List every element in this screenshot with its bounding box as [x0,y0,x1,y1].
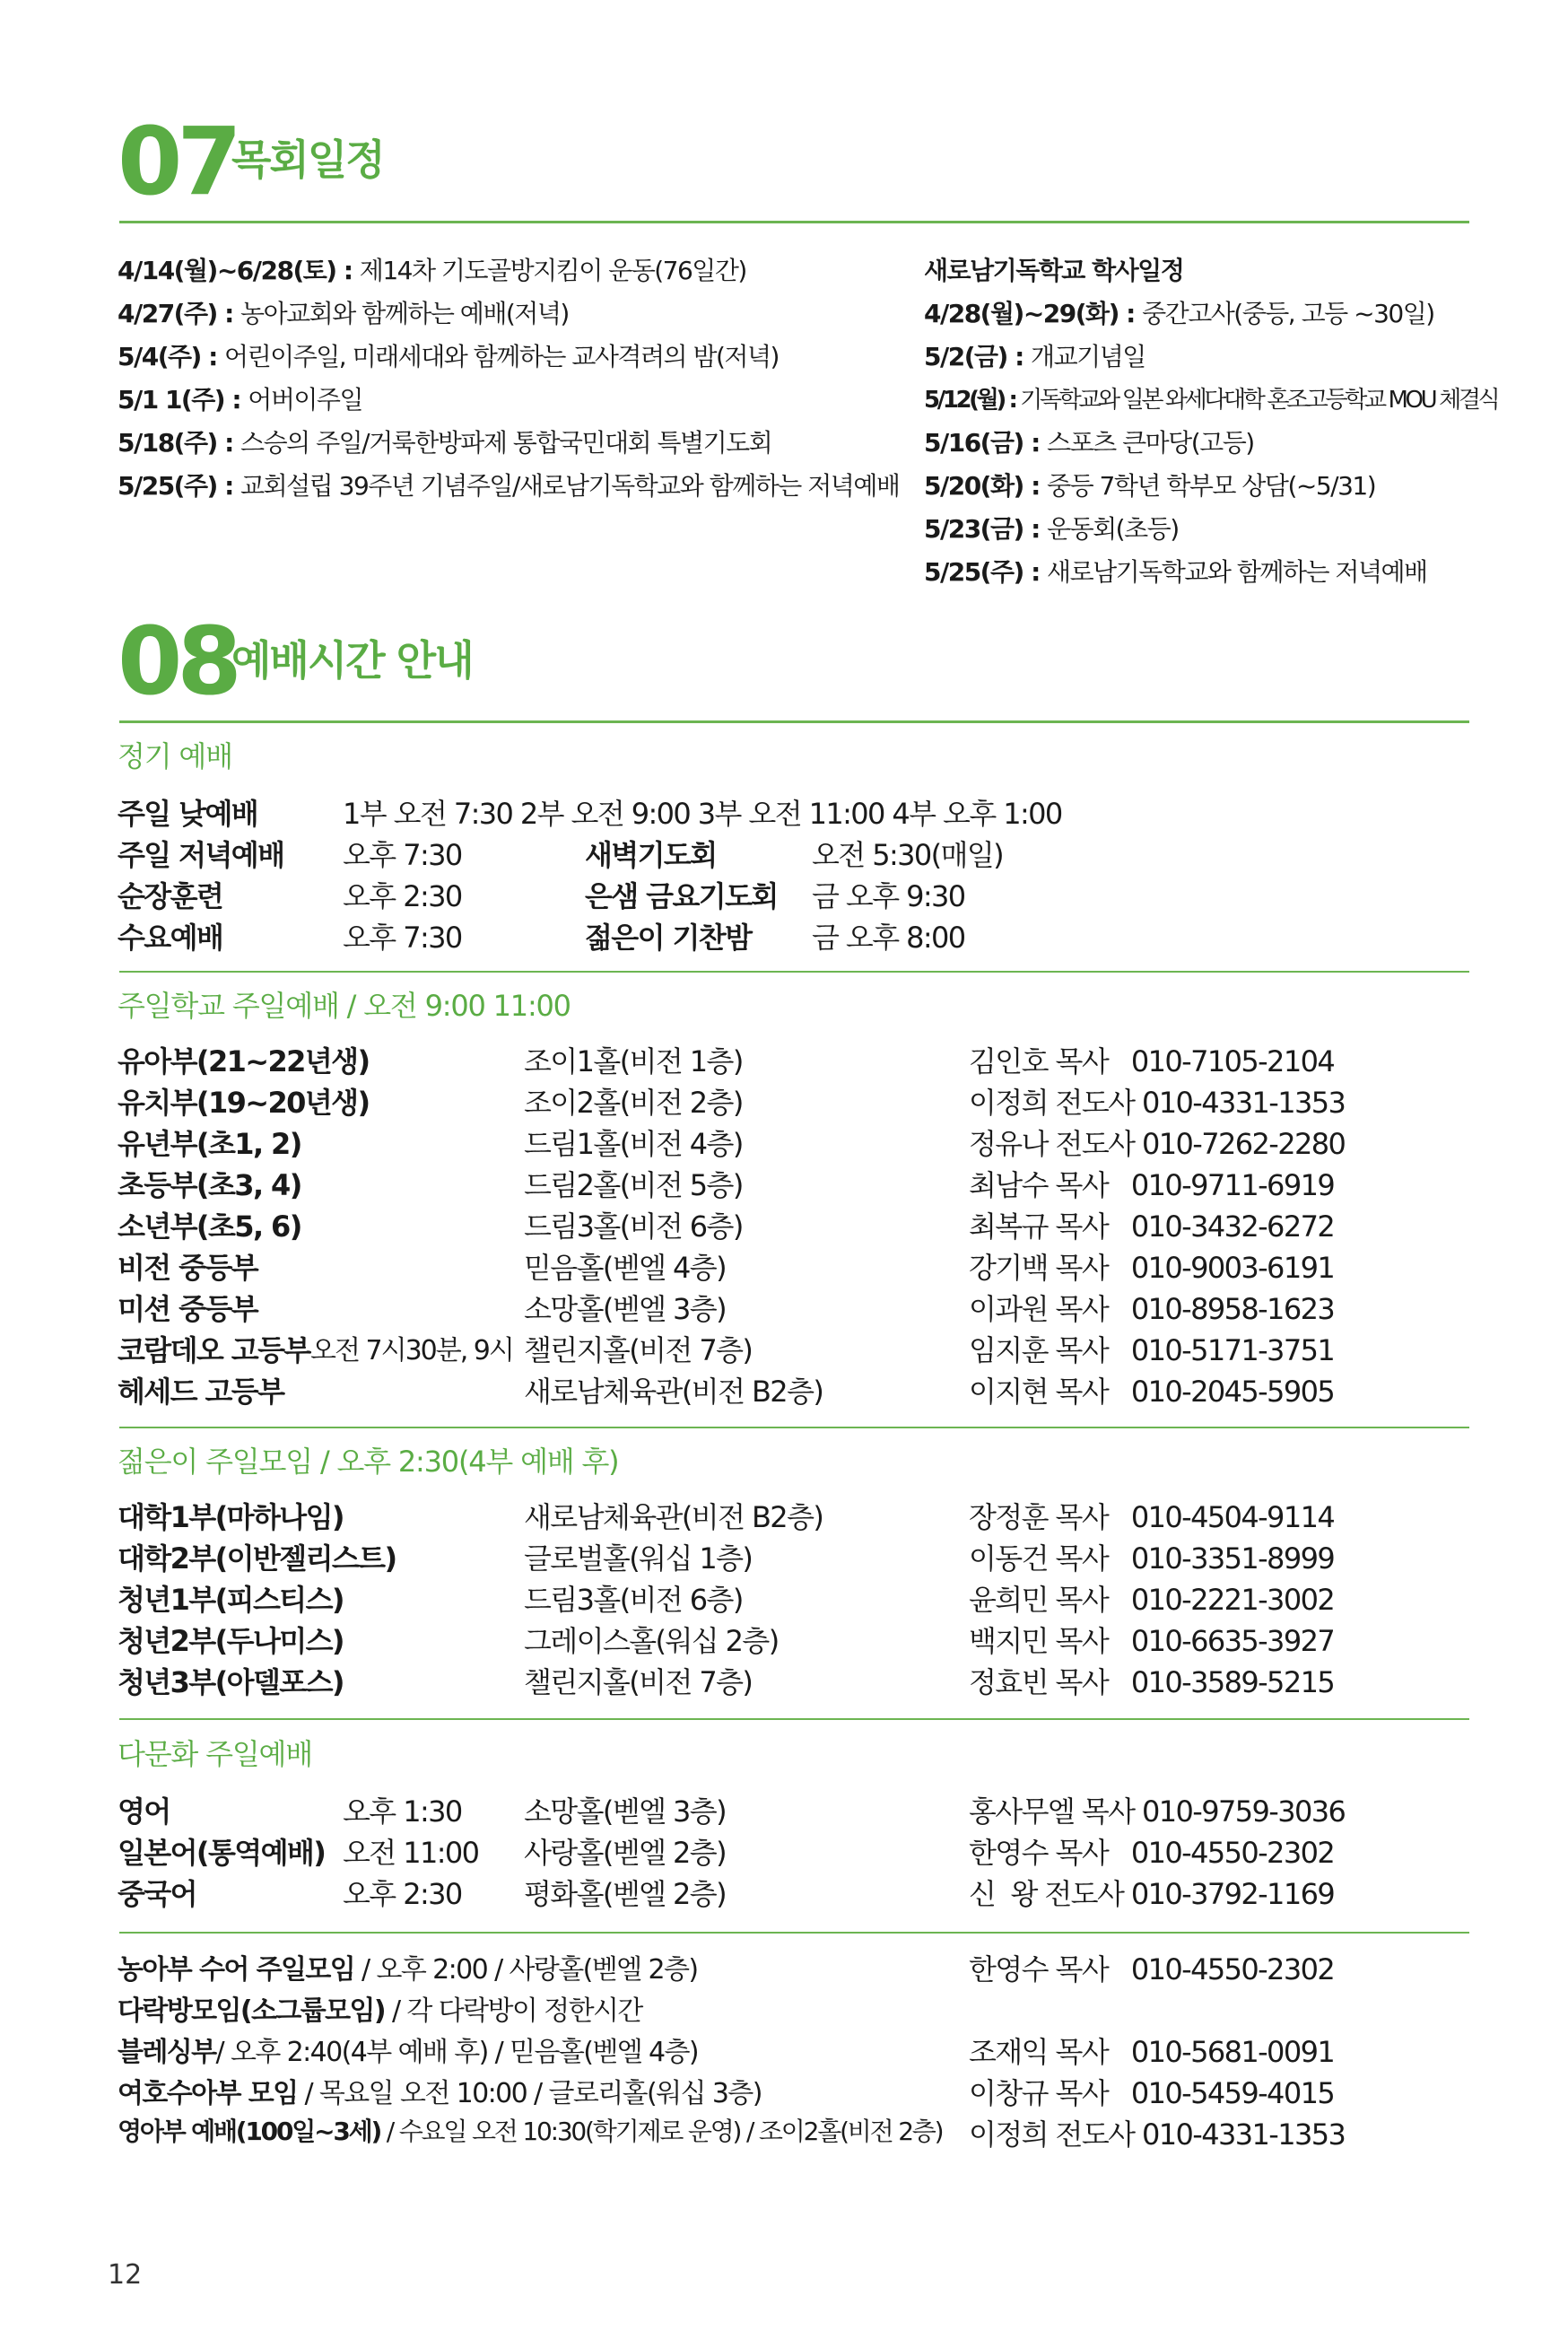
page-number: 12 [108,2259,143,2291]
gathering-info: 영아부 예배(100일~3세) / 수요일 오전 10:30(학기제로 운영) / 조이2홀(비전 2층) [118,2117,943,2146]
table-row [0,1660,1568,1701]
school-schedule-list [924,249,1497,594]
dept-place: 그레이스홀(워십 2층) [524,1624,779,1658]
table-row [0,1536,1568,1577]
multicultural-heading: 다문화 주일예배 [118,1737,312,1771]
dept-name: 유년부(초1, 2) [118,1127,301,1161]
section-07-title: 목회일정 [231,135,384,184]
schedule-item: 5/25(주) : 교회설립 39주년 기념주일/새로남기독학교와 함께하는 저녁예배 [118,471,900,501]
worship-name: 주일 저녁예배 [118,838,284,872]
sunday-school-heading: 주일학교 주일예배 / 오전 9:00 11:00 [118,989,571,1023]
worship-time: 오전 11:00 [343,1836,479,1870]
table-row [0,1204,1568,1245]
gathering-info: 다락방모임(소그룹모임) / 각 다락방이 정한시간 [118,1995,642,2027]
dept-place: 새로남체육관(비전 B2층) [524,1500,823,1534]
worship-name: 수요예배 [118,921,223,955]
table-row [0,1080,1568,1122]
dept-place: 조이2홀(비전 2층) [524,1086,743,1120]
dept-name: 소년부(초5, 6) [118,1209,301,1244]
table-row [0,1163,1568,1204]
dept-name: 미션 중등부 [118,1292,258,1326]
dept-contact: 임지훈 목사 010-5171-3751 [969,1333,1335,1367]
dept-name: 대학2부(이반젤리스트) [118,1541,396,1576]
schedule-item: 5/2(금) : 개교기념일 [924,342,1146,371]
worship-time: 오후 2:30 [343,1877,462,1911]
dept-place: 챌린지홀(비전 7층) [524,1665,753,1699]
dept-place: 소망홀(벧엘 3층) [524,1292,726,1326]
dept-contact: 백지민 목사 010-6635-3927 [969,1624,1335,1658]
worship-time: 오후 1:30 [343,1794,462,1829]
table-row [0,1369,1568,1410]
gathering-contact: 이창규 목사 010-5459-4015 [969,2076,1335,2110]
divider [119,1932,1469,1934]
table-row [0,1287,1568,1328]
gathering-info: 여호수아부 모임 / 목요일 오전 10:00 / 글로리홀(워십 3층) [118,2078,762,2109]
worship-name: 순장훈련 [118,879,223,913]
table-row [0,1245,1568,1287]
dept-name: 청년2부(두나미스) [118,1624,344,1658]
worship-name: 젊은이 기찬밤 [585,921,752,955]
dept-name: 청년1부(피스티스) [118,1583,344,1617]
section-08-title: 예배시간 안내 [231,636,473,685]
divider [119,1427,1469,1428]
table-row [0,2112,1568,2153]
schedule-item: 4/27(주) : 농아교회와 함께하는 예배(저녁) [118,299,569,328]
table-row [0,1495,1568,1536]
section-07-divider [119,221,1469,223]
dept-contact: 홍사무엘 목사 010-9759-3036 [969,1794,1346,1829]
youth-heading: 젊은이 주일모임 / 오후 2:30(4부 예배 후) [118,1445,619,1479]
dept-place: 챌린지홀(비전 7층) [524,1333,753,1367]
dept-place: 드림1홀(비전 4층) [524,1127,743,1161]
schedule-item: 4/14(월)~6/28(토) : 제14차 기도골방지킴이 운동(76일간) [118,256,746,285]
worship-time: 오후 2:30 [343,879,462,913]
dept-contact: 정효빈 목사 010-3589-5215 [969,1665,1335,1699]
worship-name: 은샘 금요기도회 [585,879,778,913]
dept-contact: 신 왕 전도사 010-3792-1169 [969,1877,1335,1911]
section-08-number: 08 [118,607,237,716]
language-name: 중국어 [118,1877,196,1911]
dept-contact: 최남수 목사 010-9711-6919 [969,1168,1335,1202]
table-row [0,833,1568,874]
table-row [0,2030,1568,2071]
schedule-item: 5/25(주) : 새로남기독학교와 함께하는 저녁예배 [924,557,1427,587]
schedule-item: 5/4(주) : 어린이주일, 미래세대와 함께하는 교사격려의 밤(저녁) [118,342,779,371]
schedule-item: 5/1 1(주) : 어버이주일 [118,385,363,415]
worship-time: 금 오후 9:30 [812,879,965,913]
dept-place: 믿음홀(벧엘 4층) [524,1251,726,1285]
table-row [0,1988,1568,2030]
dept-contact: 김인호 목사 010-7105-2104 [969,1044,1335,1078]
worship-time: 오후 7:30 [343,838,462,872]
worship-name: 주일 낮예배 [118,797,258,831]
dept-extra-time: 오전 7시30분, 9시 [310,1335,513,1366]
table-row [0,1122,1568,1163]
dept-name: 대학1부(마하나임) [118,1500,344,1534]
table-row [0,1577,1568,1619]
worship-time: 1부 오전 7:30 2부 오전 9:00 3부 오전 11:00 4부 오후 1:00 [343,797,1062,831]
dept-name: 초등부(초3, 4) [118,1168,301,1202]
table-row [0,1872,1568,1913]
schedule-item: 5/12(월) : 기독학교와 일본 와세다대학 혼조고등학교 MOU 체결식 [924,387,1498,414]
dept-contact: 이지현 목사 010-2045-5905 [969,1375,1335,1409]
section-08-divider [119,720,1469,723]
worship-time: 오전 5:30(매일) [812,838,1004,872]
dept-contact: 이정희 전도사 010-4331-1353 [969,1086,1346,1120]
schedule-item: 5/20(화) : 중등 7학년 학부모 상담(~5/31) [924,471,1376,501]
table-row [0,1328,1568,1369]
dept-name: 코람데오 고등부 [118,1333,310,1367]
table-row [0,874,1568,915]
dept-place: 소망홀(벧엘 3층) [524,1794,726,1829]
dept-place: 글로벌홀(워십 1층) [524,1541,753,1576]
schedule-item: 5/18(주) : 스승의 주일/거룩한방파제 통합국민대회 특별기도회 [118,428,772,458]
dept-place: 사랑홀(벧엘 2층) [524,1836,726,1870]
dept-contact: 윤희민 목사 010-2221-3002 [969,1583,1335,1617]
dept-contact: 이동건 목사 010-3351-8999 [969,1541,1335,1576]
school-schedule-title: 새로남기독학교 학사일정 [924,256,1184,285]
language-name: 영어 [118,1794,170,1829]
dept-name: 유치부(19~20년생) [118,1086,370,1120]
dept-place: 새로남체육관(비전 B2층) [524,1375,823,1409]
section-07-number: 07 [118,107,237,216]
gathering-info: 블레싱부/ 오후 2:40(4부 예배 후) / 믿음홀(벧엘 4층) [118,2037,699,2068]
dept-name: 유아부(21~22년생) [118,1044,370,1078]
dept-name: 비전 중등부 [118,1251,258,1285]
dept-place: 드림3홀(비전 6층) [524,1583,743,1617]
dept-place: 드림3홀(비전 6층) [524,1209,743,1244]
worship-time: 오후 7:30 [343,921,462,955]
language-name: 일본어(통역예배) [118,1836,326,1870]
schedule-item: 4/28(월)~29(화) : 중간고사(중등, 고등 ~30일) [924,299,1434,328]
table-row [0,1619,1568,1660]
dept-contact: 한영수 목사 010-4550-2302 [969,1836,1335,1870]
schedule-item: 5/23(금) : 운동회(초등) [924,514,1179,544]
gathering-contact: 이정희 전도사 010-4331-1353 [969,2117,1346,2152]
church-schedule-list [118,249,899,508]
dept-place: 평화홀(벧엘 2층) [524,1877,726,1911]
divider [119,1718,1469,1720]
dept-contact: 장정훈 목사 010-4504-9114 [969,1500,1335,1534]
table-row [0,1789,1568,1830]
dept-name: 청년3부(아델포스) [118,1665,344,1699]
table-row [0,1039,1568,1080]
dept-contact: 최복규 목사 010-3432-6272 [969,1209,1335,1244]
table-row [0,915,1568,956]
dept-contact: 정유나 전도사 010-7262-2280 [969,1127,1346,1161]
table-row [0,1947,1568,1988]
gathering-contact: 조재익 목사 010-5681-0091 [969,2035,1335,2069]
gathering-contact: 한영수 목사 010-4550-2302 [969,1952,1335,1986]
worship-time: 금 오후 8:00 [812,921,965,955]
worship-name: 새벽기도회 [585,838,717,872]
schedule-item: 5/16(금) : 스포츠 큰마당(고등) [924,428,1254,458]
regular-worship-heading: 정기 예배 [118,739,232,773]
table-row [0,1830,1568,1872]
dept-name: 헤세드 고등부 [118,1375,284,1409]
dept-place: 조이1홀(비전 1층) [524,1044,743,1078]
dept-place: 드림2홀(비전 5층) [524,1168,743,1202]
dept-contact: 강기백 목사 010-9003-6191 [969,1251,1335,1285]
gathering-info: 농아부 수어 주일모임 / 오후 2:00 / 사랑홀(벧엘 2층) [118,1954,698,1986]
table-row [0,2071,1568,2112]
divider [119,971,1469,973]
dept-contact: 이과원 목사 010-8958-1623 [969,1292,1335,1326]
table-row [0,791,1568,833]
